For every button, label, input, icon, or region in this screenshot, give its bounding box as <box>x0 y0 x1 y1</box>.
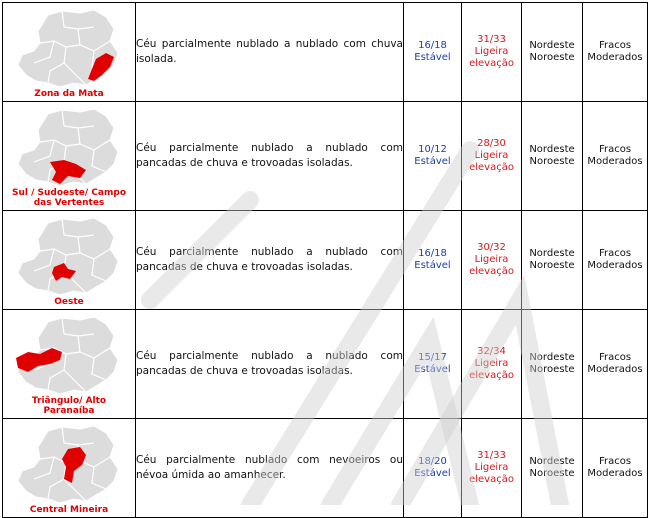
wind-intensity-cell <box>583 419 648 518</box>
wind-direction: Nordeste <box>529 40 575 51</box>
sky-description: Céu parcialmente nublado a nublado com pancadas de chuva e trovoadas isoladas. <box>136 310 404 419</box>
region-name: Triângulo/ Alto Paranaíba <box>31 396 107 416</box>
wind-direction-cell <box>522 3 583 102</box>
region-map-icon <box>10 215 128 297</box>
temp-min-trend: Estável <box>414 156 451 167</box>
region-map-cell <box>3 419 136 518</box>
wind-intensity: Moderados <box>587 156 643 167</box>
temp-min-trend: Estável <box>414 260 451 271</box>
wind-direction: Nordeste <box>529 144 575 155</box>
wind-direction: Nordeste <box>529 248 575 259</box>
wind-intensity: Fracos <box>598 144 632 155</box>
wind-intensity-cell <box>583 3 648 102</box>
temp-max-cell <box>462 310 522 419</box>
temp-min-cell <box>404 211 462 310</box>
temp-max-trend: elevação <box>469 474 514 485</box>
temp-min-trend: Estável <box>414 52 451 63</box>
temp-max-trend: Ligeira <box>474 462 509 473</box>
sky-description: Céu parcialmente nublado a nublado com pancadas de chuva e trovoadas isoladas. <box>136 211 404 310</box>
region-name: Zona da Mata <box>34 89 104 99</box>
forecast-table <box>2 2 648 518</box>
wind-intensity-cell <box>583 310 648 419</box>
temp-max: 28/30 <box>477 138 506 149</box>
wind-direction: Nordeste <box>529 352 575 363</box>
wind-direction-cell <box>522 211 583 310</box>
temp-max-trend: elevação <box>469 58 514 69</box>
region-name: Central Mineira <box>29 505 109 515</box>
sky-description: Céu parcialmente nublado a nublado com pancadas de chuva e trovoadas isoladas. <box>136 102 404 211</box>
wind-intensity: Moderados <box>587 260 643 271</box>
wind-direction-cell <box>522 419 583 518</box>
temp-max-trend: elevação <box>469 370 514 381</box>
temp-max-trend: Ligeira <box>474 254 509 265</box>
temp-min-cell <box>404 3 462 102</box>
temp-min-cell <box>404 419 462 518</box>
wind-intensity: Moderados <box>587 52 643 63</box>
table-row <box>3 419 648 518</box>
region-map-cell <box>3 102 136 211</box>
wind-intensity: Moderados <box>587 468 643 479</box>
temp-min-trend: Estável <box>414 468 451 479</box>
temp-max-cell <box>462 419 522 518</box>
region-map-cell <box>3 211 136 310</box>
temp-max-cell <box>462 102 522 211</box>
wind-intensity-cell <box>583 211 648 310</box>
wind-direction: Noroeste <box>529 260 575 271</box>
wind-direction: Nordeste <box>529 456 575 467</box>
region-map-icon <box>10 106 128 188</box>
region-name: Oeste <box>54 297 84 307</box>
wind-direction-cell <box>522 102 583 211</box>
wind-intensity: Fracos <box>598 40 632 51</box>
table-row <box>3 102 648 211</box>
region-map-cell <box>3 310 136 419</box>
temp-max-trend: elevação <box>469 266 514 277</box>
region-map-icon <box>10 423 128 505</box>
wind-direction: Noroeste <box>529 52 575 63</box>
region-map-icon <box>10 314 128 396</box>
region-map-icon <box>10 7 128 89</box>
temp-max: 30/32 <box>477 242 506 253</box>
wind-direction-cell <box>522 310 583 419</box>
temp-max-cell <box>462 3 522 102</box>
wind-direction: Noroeste <box>529 156 575 167</box>
sky-description: Céu parcialmente nublado a nublado com chuva isolada. <box>136 3 404 102</box>
region-map-cell <box>3 3 136 102</box>
temp-min-trend: Estável <box>414 364 451 375</box>
wind-intensity: Fracos <box>598 248 632 259</box>
temp-max-cell <box>462 211 522 310</box>
table-row <box>3 211 648 310</box>
temp-min: 16/18 <box>418 40 447 51</box>
temp-max-trend: Ligeira <box>474 358 509 369</box>
region-name: Sul / Sudoeste/ Campo das Vertentes <box>11 188 126 208</box>
temp-max-trend: elevação <box>469 162 514 173</box>
sky-description: Céu parcialmente nublado com nevoeiros ou névoa úmida ao amanhecer. <box>136 419 404 518</box>
temp-max: 31/33 <box>477 450 506 461</box>
temp-min: 10/12 <box>418 144 447 155</box>
wind-intensity: Fracos <box>598 456 632 467</box>
temp-max: 31/33 <box>477 34 506 45</box>
temp-max-trend: Ligeira <box>474 150 509 161</box>
wind-direction: Noroeste <box>529 468 575 479</box>
wind-intensity: Fracos <box>598 352 632 363</box>
table-row <box>3 310 648 419</box>
wind-intensity-cell <box>583 102 648 211</box>
temp-min: 15/17 <box>418 352 447 363</box>
temp-min-cell <box>404 310 462 419</box>
temp-max: 32/34 <box>477 346 506 357</box>
wind-direction: Noroeste <box>529 364 575 375</box>
table-row <box>3 3 648 102</box>
wind-intensity: Moderados <box>587 364 643 375</box>
temp-min: 16/18 <box>418 248 447 259</box>
temp-min-cell <box>404 102 462 211</box>
temp-min: 18/20 <box>418 456 447 467</box>
temp-max-trend: Ligeira <box>474 46 509 57</box>
